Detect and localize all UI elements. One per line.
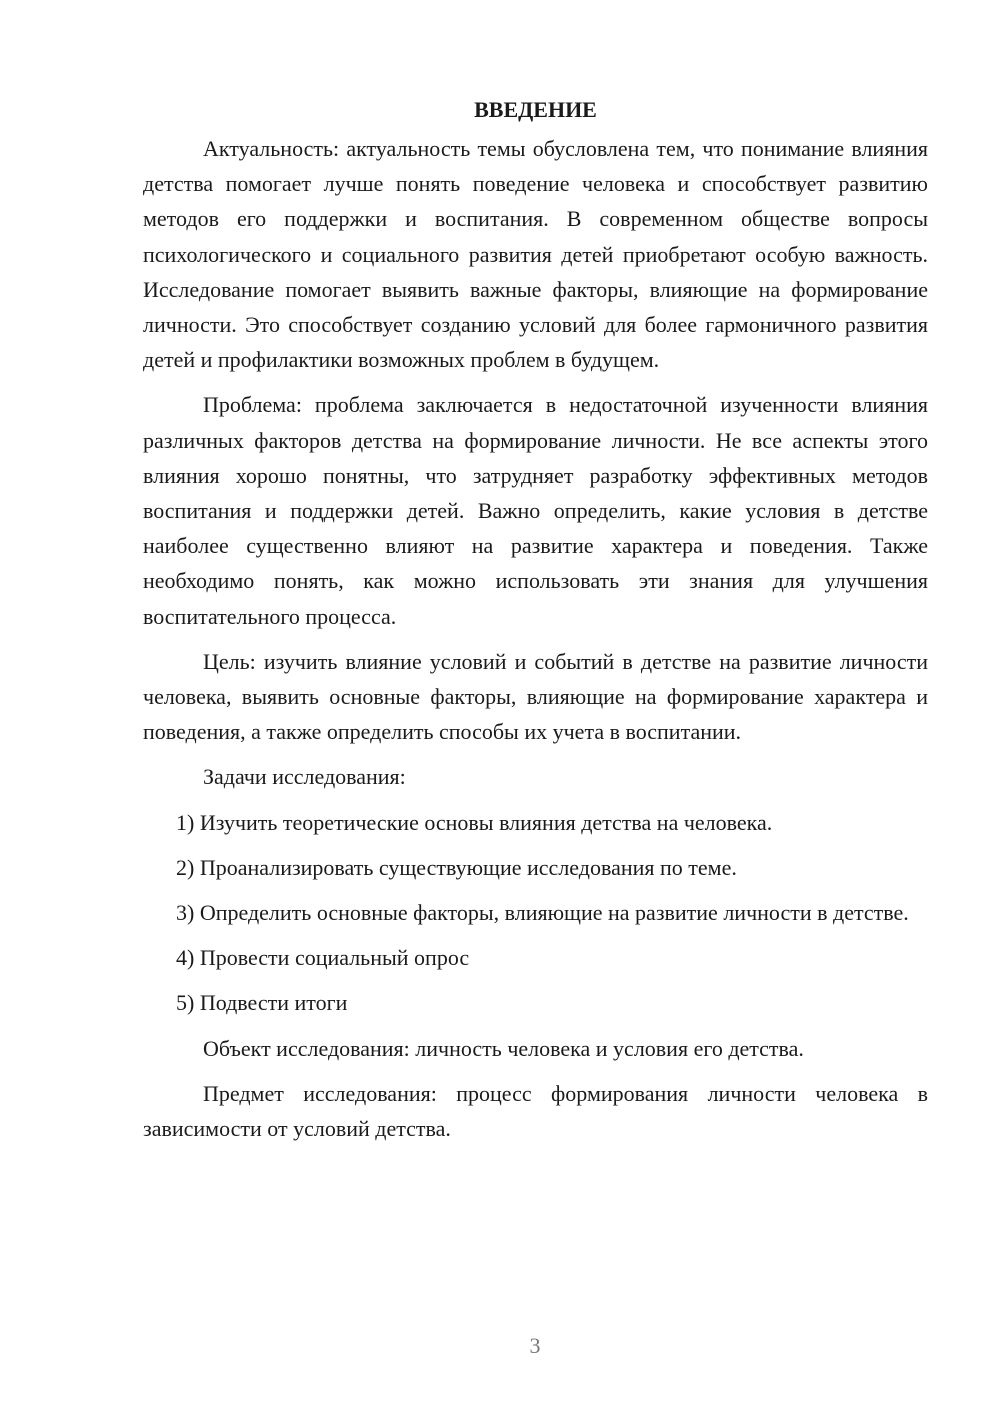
- subject-paragraph: Предмет исследования: процесс формирования личности человека в зависимости от условий детства.: [143, 1080, 928, 1142]
- tasks-heading: Задачи исследования:: [203, 764, 406, 790]
- problem-paragraph: Проблема: проблема заключается в недостаточной изученности влияния различных факторов детства на формирование личности. Не все аспекты этого влияния хорошо понятны, что затрудняет разработку эффективных методов воспитания и поддержки детей. Важно определить, какие условия в детстве наиболее существенно влияют на развитие характера и поведения. Также необходимо понять, как можно использовать эти знания для улучшения воспитательного процесса.: [143, 392, 928, 629]
- document-body: [143, 92, 928, 1156]
- task-item-4: 4) Провести социальный опрос: [176, 945, 470, 971]
- relevance-paragraph: Актуальность: актуальность темы обусловлена тем, что понимание влияния детства помогает лучше понять поведение человека и способствует развитию методов его поддержки и воспитания. В современном обществе вопросы психологического и социального развития детей приобретают особую важность. Исследование помогает выявить важные факторы, влияющие на формирование личности. Это способствует созданию условий для более гармоничного развития детей и профилактики возможных проблем в будущем.: [143, 136, 928, 373]
- page-number: 3: [529, 1333, 541, 1358]
- goal-paragraph: Цель: изучить влияние условий и событий в детстве на развитие личности человека, выявить основные факторы, влияющие на формирование характера и поведения, а также определить способы их учета в воспитании.: [143, 648, 928, 745]
- task-item-1: 1) Изучить теоретические основы влияния детства на человека.: [176, 809, 773, 835]
- page-title: ВВЕДЕНИЕ: [474, 97, 597, 122]
- task-item-2: 2) Проанализировать существующие исследования по теме.: [176, 854, 737, 880]
- task-item-5: 5) Подвести итоги: [176, 990, 348, 1016]
- task-item-3: 3) Определить основные факторы, влияющие на развитие личности в детстве.: [176, 900, 909, 926]
- object-paragraph: Объект исследования: личность человека и условия его детства.: [203, 1035, 804, 1061]
